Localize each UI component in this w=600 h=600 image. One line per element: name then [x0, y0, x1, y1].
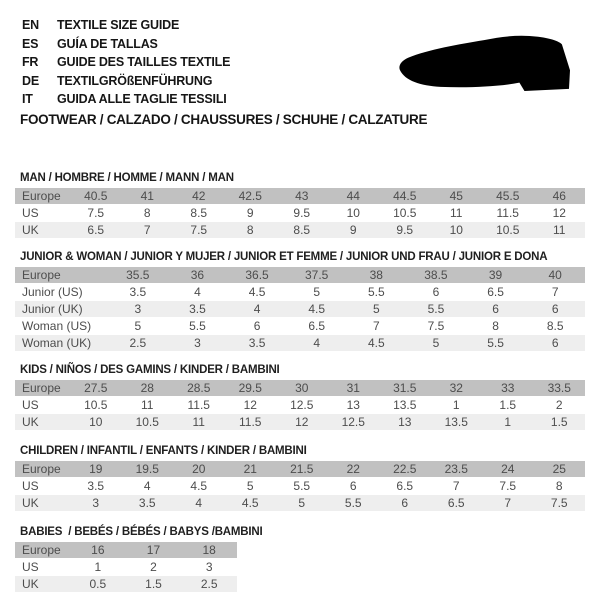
- size-cell: 12: [276, 414, 328, 431]
- size-cell: 36.5: [227, 267, 287, 284]
- language-row: [22, 35, 230, 54]
- row-label: Europe: [15, 188, 70, 205]
- size-cell: 5.5: [406, 301, 466, 318]
- row-label: Europe: [15, 542, 70, 559]
- row-label: Europe: [15, 267, 108, 284]
- table-row: [15, 301, 585, 318]
- size-cell: 40.5: [70, 188, 122, 205]
- size-cell: 1: [482, 414, 534, 431]
- size-cell: 31: [328, 380, 380, 397]
- size-cell: 3.5: [108, 284, 168, 301]
- row-label: Woman (US): [15, 318, 108, 335]
- size-cell: 8: [122, 205, 174, 222]
- size-cell: 1: [70, 559, 126, 576]
- row-label: US: [15, 478, 70, 495]
- size-cell: 30: [276, 380, 328, 397]
- size-cell: 7.5: [406, 318, 466, 335]
- size-cell: 28.5: [173, 380, 225, 397]
- size-cell: 8: [466, 318, 526, 335]
- size-cell: 10: [431, 222, 483, 239]
- size-cell: 11: [173, 414, 225, 431]
- size-cell: 16: [70, 542, 126, 559]
- size-cell: 17: [126, 542, 182, 559]
- table-row: [15, 542, 237, 559]
- table-row: [15, 559, 237, 576]
- table-row: [15, 461, 585, 478]
- size-cell: 6.5: [379, 478, 431, 495]
- size-cell: 44.5: [379, 188, 431, 205]
- size-cell: 10: [328, 205, 380, 222]
- table-row: [15, 222, 585, 239]
- section-title: MAN / HOMBRE / HOMME / MANN / MAN: [20, 172, 234, 184]
- size-cell: 24: [482, 461, 534, 478]
- size-cell: 11: [122, 397, 174, 414]
- size-cell: 2: [534, 397, 586, 414]
- table-row: [15, 335, 585, 352]
- language-code: IT: [22, 92, 33, 107]
- size-table: [15, 380, 585, 431]
- size-section: [15, 445, 585, 512]
- size-cell: 42.5: [225, 188, 277, 205]
- size-cell: 11.5: [482, 205, 534, 222]
- size-cell: 6: [328, 478, 380, 495]
- size-cell: 7.5: [70, 205, 122, 222]
- language-row: [22, 16, 230, 35]
- size-cell: 3: [108, 301, 168, 318]
- size-cell: 22: [328, 461, 380, 478]
- size-cell: 2.5: [108, 335, 168, 352]
- size-cell: 4: [173, 495, 225, 512]
- size-cell: 12: [534, 205, 586, 222]
- language-code: DE: [22, 73, 39, 88]
- size-cell: 4.5: [225, 495, 277, 512]
- size-cell: 8.5: [173, 205, 225, 222]
- row-label: UK: [15, 576, 70, 593]
- size-cell: 7: [525, 284, 585, 301]
- section-title: JUNIOR & WOMAN / JUNIOR Y MUJER / JUNIOR ET FEMME / JUNIOR UND FRAU / JUNIOR E DONA: [20, 251, 548, 263]
- size-cell: 4: [168, 284, 228, 301]
- size-cell: 6.5: [70, 222, 122, 239]
- size-cell: 12: [225, 397, 277, 414]
- size-cell: 11.5: [173, 397, 225, 414]
- size-cell: 43: [276, 188, 328, 205]
- size-cell: 10.5: [379, 205, 431, 222]
- size-cell: 4: [227, 301, 287, 318]
- language-row: [22, 53, 230, 72]
- size-cell: 39: [466, 267, 526, 284]
- size-cell: 3: [70, 495, 122, 512]
- size-cell: 7.5: [534, 495, 586, 512]
- size-cell: 1.5: [534, 414, 586, 431]
- size-cell: 6.5: [466, 284, 526, 301]
- language-label: GUÍA DE TALLAS: [57, 36, 158, 51]
- size-cell: 6: [379, 495, 431, 512]
- size-cell: 4: [122, 478, 174, 495]
- size-cell: 46: [534, 188, 586, 205]
- size-cell: 5: [276, 495, 328, 512]
- size-cell: 27.5: [70, 380, 122, 397]
- size-cell: 5.5: [168, 318, 228, 335]
- size-cell: 4.5: [227, 284, 287, 301]
- size-cell: 11.5: [225, 414, 277, 431]
- size-cell: 3: [168, 335, 228, 352]
- row-label: US: [15, 397, 70, 414]
- size-cell: 5.5: [276, 478, 328, 495]
- language-label: TEXTILGRÖßENFÜHRUNG: [57, 73, 213, 88]
- size-cell: 8: [534, 478, 586, 495]
- row-label: Woman (UK): [15, 335, 108, 352]
- size-cell: 22.5: [379, 461, 431, 478]
- row-label: UK: [15, 222, 70, 239]
- table-row: [15, 267, 585, 284]
- table-row: [15, 414, 585, 431]
- size-cell: 9.5: [276, 205, 328, 222]
- size-cell: 4: [287, 335, 347, 352]
- size-cell: 5: [225, 478, 277, 495]
- table-row: [15, 576, 237, 593]
- size-cell: 7: [431, 478, 483, 495]
- size-section: [15, 251, 585, 352]
- language-label: GUIDA ALLE TAGLIE TESSILI: [57, 92, 227, 107]
- size-cell: 3.5: [122, 495, 174, 512]
- section-title: KIDS / NIÑOS / DES GAMINS / KINDER / BAMBINI: [20, 364, 280, 376]
- size-cell: 18: [181, 542, 237, 559]
- size-cell: 20: [173, 461, 225, 478]
- size-cell: 41: [122, 188, 174, 205]
- size-cell: 10: [70, 414, 122, 431]
- size-cell: 3: [181, 559, 237, 576]
- size-cell: 45.5: [482, 188, 534, 205]
- size-cell: 19.5: [122, 461, 174, 478]
- size-cell: 8.5: [276, 222, 328, 239]
- size-cell: 6.5: [287, 318, 347, 335]
- size-table: [15, 461, 585, 512]
- size-table: [15, 188, 585, 239]
- size-section: [15, 364, 585, 431]
- size-cell: 42: [173, 188, 225, 205]
- size-cell: 7.5: [173, 222, 225, 239]
- size-cell: 5: [406, 335, 466, 352]
- size-cell: 13: [379, 414, 431, 431]
- size-cell: 4.5: [287, 301, 347, 318]
- size-cell: 29.5: [225, 380, 277, 397]
- size-cell: 25: [534, 461, 586, 478]
- size-cell: 6: [466, 301, 526, 318]
- size-cell: 6.5: [431, 495, 483, 512]
- size-cell: 33: [482, 380, 534, 397]
- row-label: Europe: [15, 461, 70, 478]
- size-cell: 7: [122, 222, 174, 239]
- size-cell: 9.5: [379, 222, 431, 239]
- size-cell: 21: [225, 461, 277, 478]
- size-cell: 44: [328, 188, 380, 205]
- size-cell: 2.5: [181, 576, 237, 593]
- size-cell: 10.5: [482, 222, 534, 239]
- row-label: US: [15, 559, 70, 576]
- size-cell: 6: [525, 301, 585, 318]
- size-cell: 40: [525, 267, 585, 284]
- language-list: [22, 16, 230, 109]
- size-section: [15, 172, 585, 239]
- row-label: US: [15, 205, 70, 222]
- size-cell: 13.5: [379, 397, 431, 414]
- language-code: FR: [22, 55, 39, 70]
- row-label: UK: [15, 414, 70, 431]
- size-cell: 36: [168, 267, 228, 284]
- size-cell: 4.5: [347, 335, 407, 352]
- size-cell: 9: [225, 205, 277, 222]
- language-row: [22, 90, 230, 109]
- shoe-silhouette: [399, 36, 570, 91]
- size-cell: 23.5: [431, 461, 483, 478]
- size-cell: 6: [525, 335, 585, 352]
- size-cell: 38.5: [406, 267, 466, 284]
- language-code: ES: [22, 36, 39, 51]
- size-cell: 7.5: [482, 478, 534, 495]
- size-section: [15, 526, 585, 593]
- size-cell: 0.5: [70, 576, 126, 593]
- size-cell: 35.5: [108, 267, 168, 284]
- size-cell: 6: [227, 318, 287, 335]
- size-cell: 37.5: [287, 267, 347, 284]
- table-row: [15, 495, 585, 512]
- language-label: GUIDE DES TAILLES TEXTILE: [57, 55, 231, 70]
- size-cell: 32: [431, 380, 483, 397]
- size-cell: 1: [431, 397, 483, 414]
- size-cell: 8: [225, 222, 277, 239]
- size-cell: 7: [482, 495, 534, 512]
- size-cell: 6: [406, 284, 466, 301]
- size-cell: 21.5: [276, 461, 328, 478]
- size-cell: 5.5: [347, 284, 407, 301]
- section-title: BABIES / BEBÉS / BÉBÉS / BABYS /BAMBINI: [20, 526, 263, 538]
- size-cell: 28: [122, 380, 174, 397]
- size-cell: 38: [347, 267, 407, 284]
- language-row: [22, 72, 230, 91]
- size-cell: 1.5: [482, 397, 534, 414]
- size-cell: 5.5: [466, 335, 526, 352]
- row-label: UK: [15, 495, 70, 512]
- table-row: [15, 188, 585, 205]
- table-row: [15, 205, 585, 222]
- size-cell: 12.5: [328, 414, 380, 431]
- size-cell: 3.5: [168, 301, 228, 318]
- size-cell: 11: [534, 222, 586, 239]
- size-cell: 3.5: [70, 478, 122, 495]
- section-title: CHILDREN / INFANTIL / ENFANTS / KINDER / BAMBINI: [20, 445, 307, 457]
- row-label: Europe: [15, 380, 70, 397]
- size-cell: 13.5: [431, 414, 483, 431]
- size-cell: 31.5: [379, 380, 431, 397]
- sections-container: [15, 172, 585, 593]
- footwear-heading: FOOTWEAR / CALZADO / CHAUSSURES / SCHUHE / CALZATURE: [20, 112, 428, 127]
- size-cell: 5: [347, 301, 407, 318]
- size-cell: 19: [70, 461, 122, 478]
- size-cell: 33.5: [534, 380, 586, 397]
- size-cell: 10.5: [70, 397, 122, 414]
- table-row: [15, 397, 585, 414]
- size-cell: 9: [328, 222, 380, 239]
- size-cell: 5: [108, 318, 168, 335]
- size-cell: 7: [347, 318, 407, 335]
- size-cell: 5: [287, 284, 347, 301]
- size-cell: 5.5: [328, 495, 380, 512]
- language-label: TEXTILE SIZE GUIDE: [57, 18, 180, 32]
- size-cell: 13: [328, 397, 380, 414]
- size-cell: 45: [431, 188, 483, 205]
- table-row: [15, 380, 585, 397]
- table-row: [15, 284, 585, 301]
- size-cell: 1.5: [126, 576, 182, 593]
- size-cell: 2: [126, 559, 182, 576]
- size-cell: 4.5: [173, 478, 225, 495]
- shoe-icon: [398, 35, 570, 92]
- language-code: EN: [22, 18, 39, 32]
- row-label: Junior (UK): [15, 301, 108, 318]
- size-cell: 3.5: [227, 335, 287, 352]
- row-label: Junior (US): [15, 284, 108, 301]
- size-table: [15, 542, 237, 593]
- table-row: [15, 478, 585, 495]
- size-cell: 10.5: [122, 414, 174, 431]
- size-cell: 8.5: [525, 318, 585, 335]
- size-table: [15, 267, 585, 352]
- table-row: [15, 318, 585, 335]
- size-cell: 11: [431, 205, 483, 222]
- size-cell: 12.5: [276, 397, 328, 414]
